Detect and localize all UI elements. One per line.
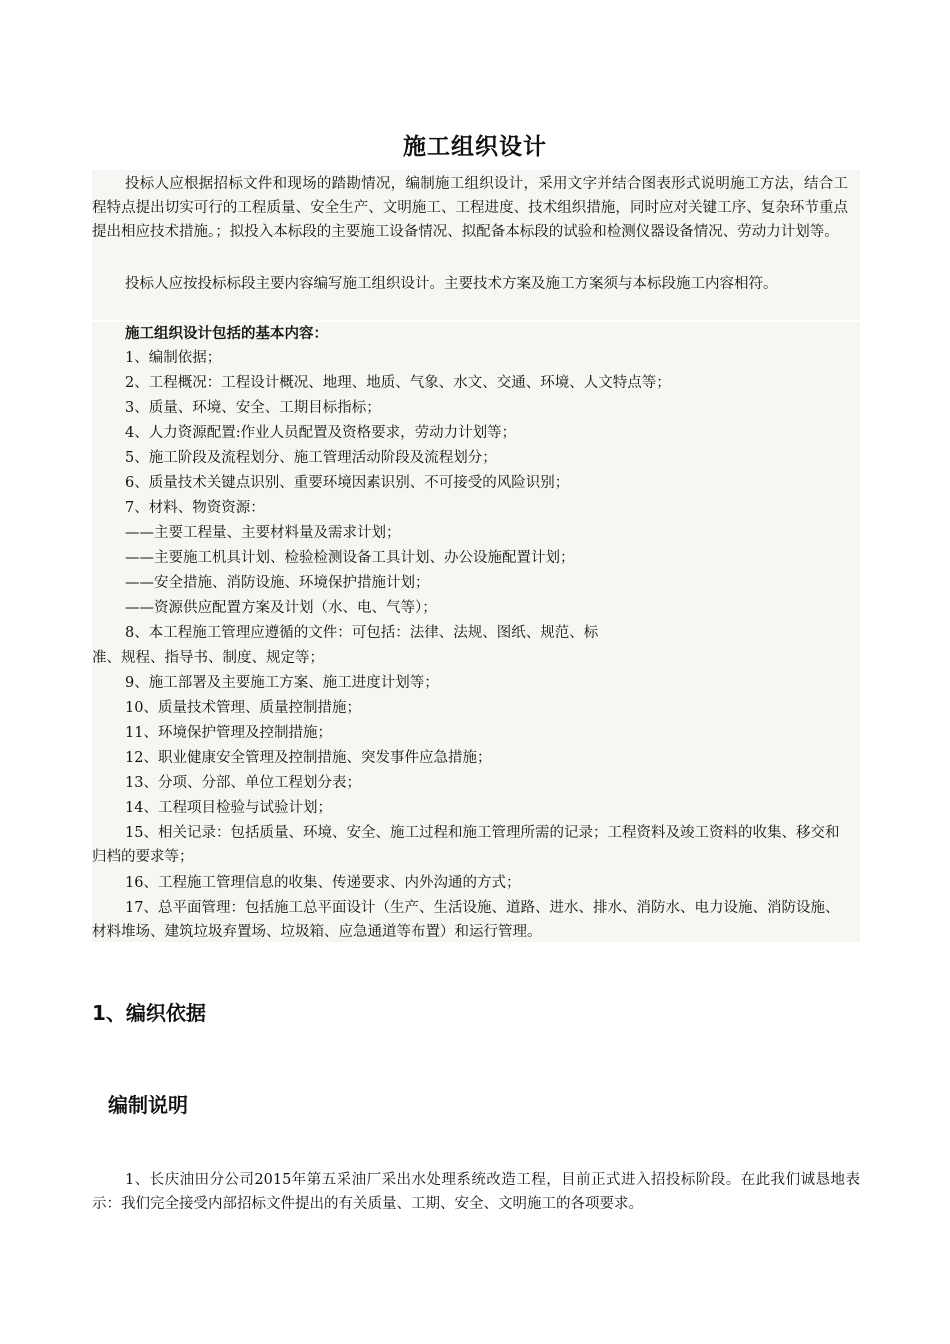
list-item: 17、总平面管理：包括施工总平面设计（生产、生活设施、道路、进水、排水、消防水、电力设施、消防设施、材料堆场、建筑垃圾弃置场、垃圾箱、应急通道等布置）和运行管理。 <box>92 900 840 940</box>
list-item: 13、分项、分部、单位工程划分表； <box>125 775 361 791</box>
list-item: 12、职业健康安全管理及控制措施、突发事件应急措施； <box>125 750 492 766</box>
list-item: 2、工程概况：工程设计概况、地理、地质、气象、水文、交通、环境、人文特点等； <box>125 375 671 391</box>
list-item: 4、人力资源配置:作业人员配置及资格要求，劳动力计划等； <box>125 425 517 441</box>
list-item: 5、施工阶段及流程划分、施工管理活动阶段及流程划分； <box>125 450 497 466</box>
body-paragraph: 1、长庆油田分公司2015年第五采油厂采出水处理系统改造工程，目前正式进入招投标阶段。在此我们诚恳地表示：我们完全接受内部招标文件提出的有关质量、工期、安全、文明施工的各项要求。 <box>92 1172 860 1212</box>
section-heading: 1、编织依据 <box>92 1001 206 1025</box>
list-item: 15、相关记录：包括质量、环境、安全、施工过程和施工管理所需的记录；工程资料及竣工资料的收集、移交和归档的要求等； <box>92 825 840 865</box>
list-item: 8、本工程施工管理应遵循的文件：可包括：法律、法规、图纸、规范、标 <box>125 625 599 641</box>
page-title: 施工组织设计 <box>403 134 547 160</box>
list-item: 16、工程施工管理信息的收集、传递要求、内外沟通的方式； <box>125 875 521 891</box>
intro-paragraph-1: 投标人应根据招标文件和现场的踏勘情况，编制施工组织设计，采用文字并结合图表形式说明施工方法，结合工程特点提出切实可行的工程质量、安全生产、文明施工、工程进度、技术组织措施，同时应对关键工序、复杂环节重点提出相应技术措施。；拟投入本标段的主要施工设备情况、拟配备本标段的试验和检测仪器设备情况、劳动力计划等。 <box>92 176 848 240</box>
list-item: ——主要工程量、主要材料量及需求计划； <box>125 525 401 541</box>
list-item: 7、材料、物资资源： <box>125 500 265 516</box>
list-item: 14、工程项目检验与试验计划； <box>125 800 332 816</box>
list-item: ——资源供应配置方案及计划（水、电、气等）； <box>125 600 437 616</box>
list-item: 9、施工部署及主要施工方案、施工进度计划等； <box>125 675 439 691</box>
list-item: 6、质量技术关键点识别、重要环境因素识别、不可接受的风险识别； <box>125 475 570 491</box>
intro-paragraph-2: 投标人应按投标标段主要内容编写施工组织设计。主要技术方案及施工方案须与本标段施工内容相符。 <box>125 276 778 292</box>
list-item: 3、质量、环境、安全、工期目标指标； <box>125 400 381 416</box>
list-item: 10、质量技术管理、质量控制措施； <box>125 700 361 716</box>
list-item: ——主要施工机具计划、检验检测设备工具计划、办公设施配置计划； <box>125 550 575 566</box>
subsection-heading: 编制说明 <box>108 1093 188 1117</box>
contents-heading: 施工组织设计包括的基本内容： <box>125 326 328 342</box>
list-item: ——安全措施、消防设施、环境保护措施计划； <box>125 575 430 591</box>
list-item-continuation: 准、规程、指导书、制度、规定等； <box>92 650 324 666</box>
list-item: 1、编制依据； <box>125 350 222 366</box>
list-item: 11、环境保护管理及控制措施； <box>125 725 332 741</box>
